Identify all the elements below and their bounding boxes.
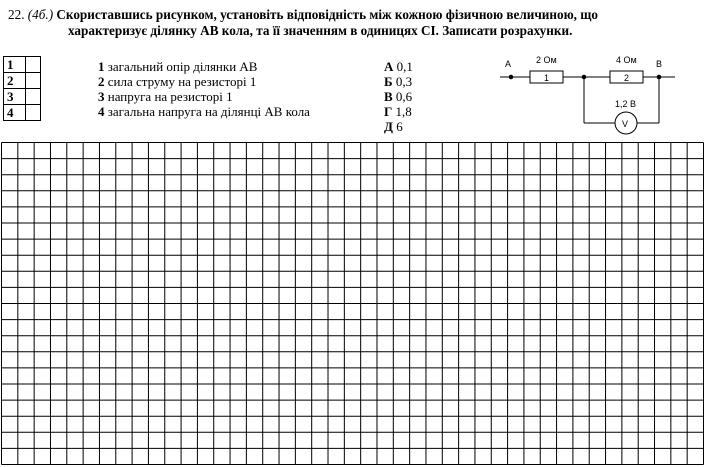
answer-row-number: 1 [4, 57, 26, 73]
r1-label: 1 [544, 73, 550, 83]
answer-row [4, 57, 41, 73]
option-item: Г 1,8 [384, 104, 412, 119]
answer-row [4, 105, 41, 121]
task-number: 22. [8, 7, 25, 22]
task-text-line2: характеризує ділянку АВ кола, та її значенням в одиницях СІ. Записати розрахунки. [68, 23, 573, 38]
voltmeter-reading: 1,2 В [615, 99, 637, 109]
quantity-item: 3 напруга на резисторі 1 [98, 89, 233, 104]
task-text-line1: Скориставшись рисунком, установіть відповідність між кожною фізичною величиною, що [56, 7, 598, 22]
quantity-item: 1 загальний опір ділянки АВ [98, 59, 258, 74]
circuit-diagram [500, 52, 690, 140]
answer-cell[interactable] [26, 73, 41, 89]
answer-cell[interactable] [26, 105, 41, 121]
answer-row-number: 2 [4, 73, 26, 89]
option-item: А 0,1 [384, 59, 413, 74]
r2-label: 2 [624, 73, 630, 83]
option-list [384, 59, 413, 134]
answer-row [4, 89, 41, 105]
r1-value: 2 Ом [536, 55, 557, 65]
answer-cell[interactable] [26, 89, 41, 105]
voltmeter-symbol: V [622, 119, 629, 129]
answer-row-number: 4 [4, 105, 26, 121]
answer-row-number: 3 [4, 89, 26, 105]
answer-table [3, 56, 41, 121]
option-item: В 0,6 [384, 89, 413, 104]
r2-value: 4 Ом [616, 55, 637, 65]
task-points: (4б.) [27, 7, 54, 22]
node-junction-left [582, 75, 587, 80]
quantity-item: 2 сила струму на резисторі 1 [98, 74, 257, 89]
quantity-list [98, 59, 310, 119]
node-b [657, 75, 662, 80]
option-item: Д 6 [384, 119, 403, 134]
answer-row [4, 73, 41, 89]
quantity-item: 4 загальна напруга на ділянці АВ кола [98, 104, 310, 119]
answer-grid[interactable] [1, 142, 705, 466]
node-a [509, 75, 514, 80]
answer-cell[interactable] [26, 57, 41, 73]
task-statement [8, 7, 698, 39]
option-item: Б 0,3 [384, 74, 413, 89]
label-a: A [505, 59, 512, 69]
label-b: B [656, 59, 663, 69]
